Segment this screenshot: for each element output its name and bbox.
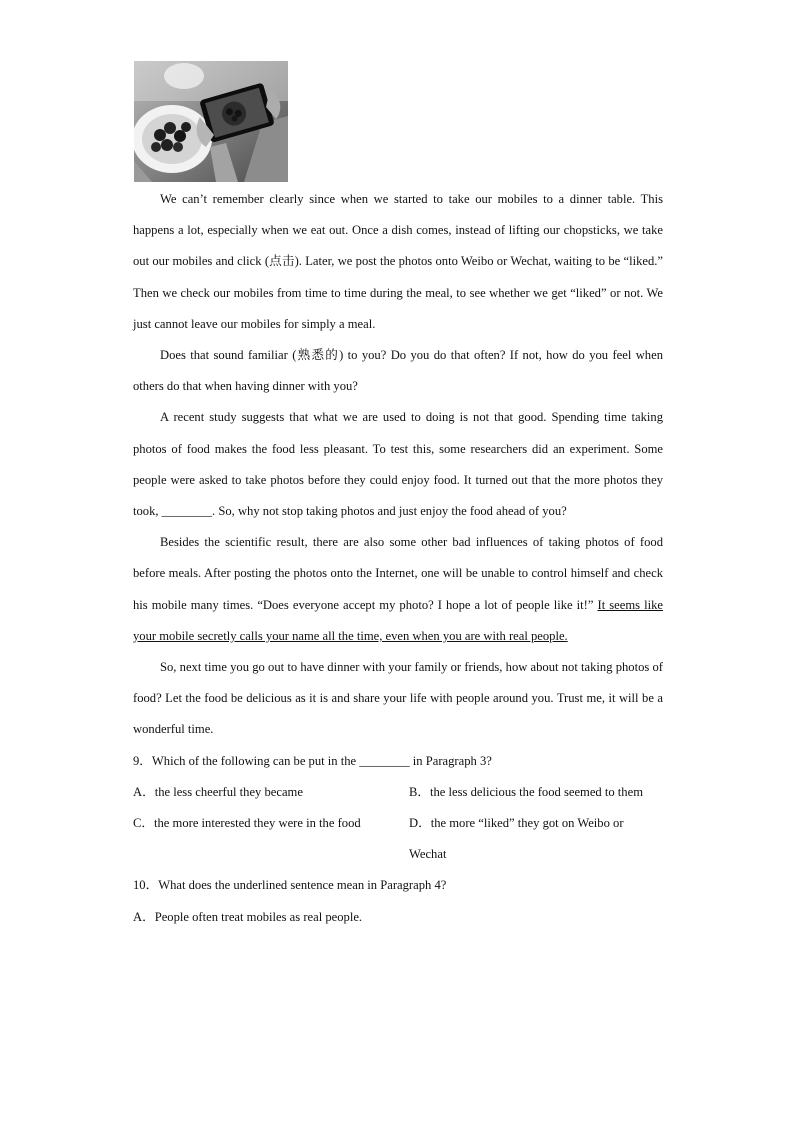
paragraph-4-text: Besides the scientific result, there are also some other bad influences of taking photos of food before meals. After posting the photos onto the Internet, one will be unable to control himself and check his mobile many times. “Does everyone accept my photo? I hope a lot of people like it!” [133,535,663,612]
reading-passage [133,184,663,933]
paragraph-4 [133,527,663,652]
underlined-sentence: It seems like your mobile secretly calls your name all the time, even when you are with real people. [133,597,664,643]
question-9-option-a: A．the less cheerful they became [133,784,303,799]
paragraph-1: We can’t remember clearly since when we started to take our mobiles to a dinner table. This happens a lot, especially when we eat out. Once a dish comes, instead of lifting our chopsticks, we take out our mobiles and click (点击). Later, we post the photos onto Weibo or Wechat, waiting to be “liked.” Then we check our mobiles from time to time during the meal, to see whether we get “liked” or not. We just cannot leave our mobiles for simply a meal. [133,192,663,331]
paragraph-3: A recent study suggests that what we are used to doing is not that good. Spending time taking photos of food makes the food less pleasant. To test this, some researchers did an experiment. Some people were asked to take photos before they could enjoy food. It turned out that the more photos they took, ________. So, why not stop taking photos and just enjoy the food ahead of you? [133,410,663,519]
question-9-options-row-2 [133,808,663,870]
food-photo [134,61,288,182]
question-9-option-b: B．the less delicious the food seemed to them [409,784,643,799]
question-9-stem: 9．Which of the following can be put in the ________ in Paragraph 3? [133,753,492,768]
question-10-option-a: A．People often treat mobiles as real people. [133,909,363,924]
question-10-stem: 10．What does the underlined sentence mean in Paragraph 4? [133,878,447,893]
question-9-option-d: D．the more “liked” they got on Weibo or Wechat [409,816,624,862]
paragraph-2: Does that sound familiar (熟悉的) to you? Do you do that often? If not, how do you feel when others do that when having dinner with you? [133,348,663,394]
question-9-option-c: C．the more interested they were in the food [133,816,361,831]
paragraph-5: So, next time you go out to have dinner with your family or friends, how about not taking photos of food? Let the food be delicious as it is and share your life with people around you. Trust me, it will be a wonderful time. [133,660,663,737]
question-9-options-row-1 [133,777,663,808]
